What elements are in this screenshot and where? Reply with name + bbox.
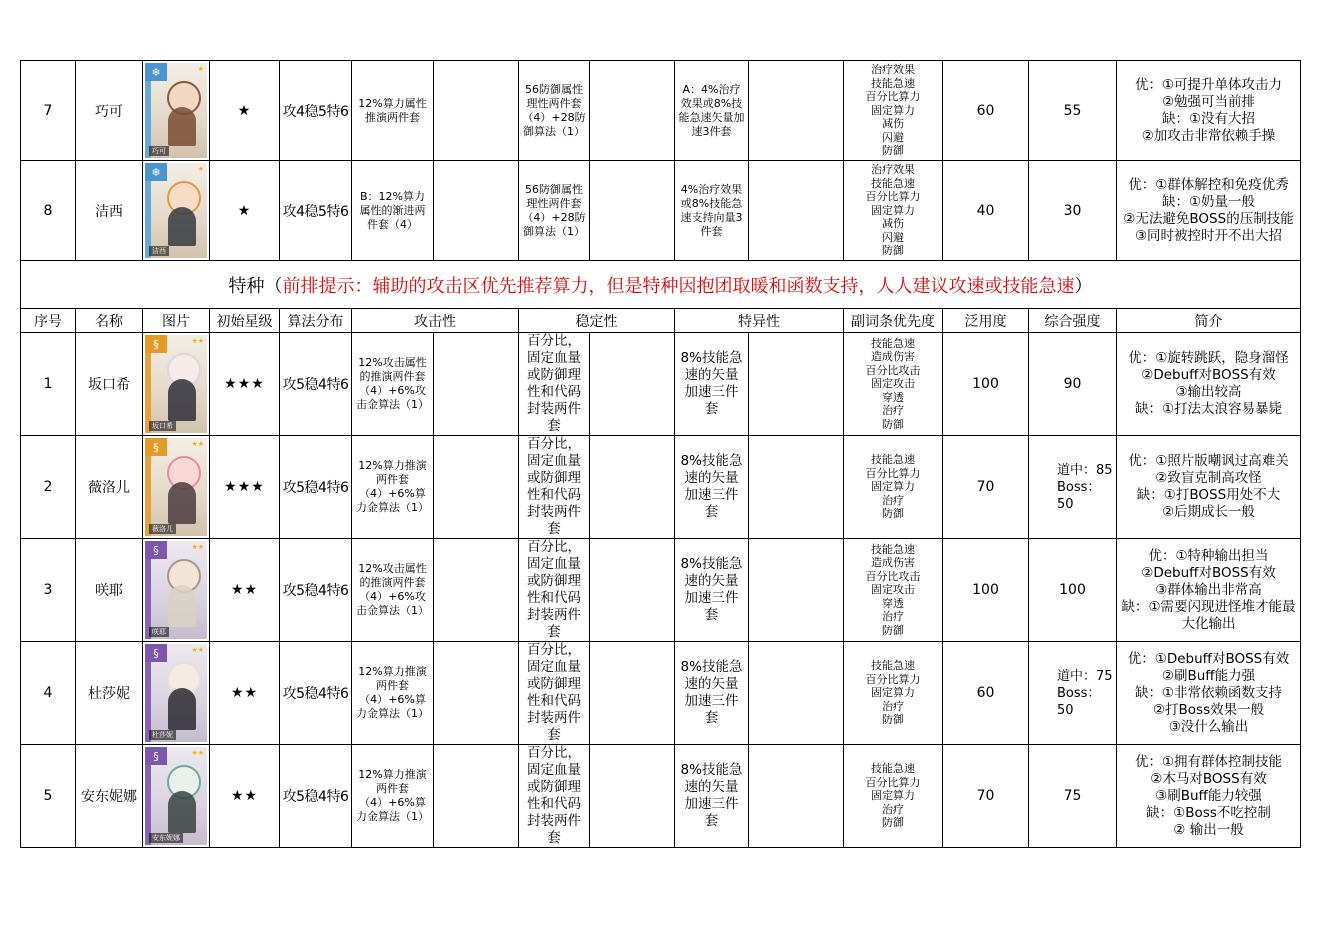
algorithm-distribution: 攻5稳4特6 [280,333,352,436]
attack-set-b [434,436,519,539]
substat-priority: 治疗效果 技能急速 百分比算力 固定算力 减伤 闪避 防御 [844,61,943,161]
portrait-nameplate: 安东妮娜 [149,833,183,843]
table-header [21,309,1301,333]
s-emblem-icon: § [145,438,167,456]
attack-set-a: 12%算力推演两件套（4）+6%算力金算法（1） [352,436,434,539]
overall-score: 100 [1029,539,1117,642]
snowflake-icon: ❄ [145,63,167,81]
table-row [21,745,1301,848]
tier-sheet [20,60,1301,848]
stability-set-b [590,745,675,848]
introduction: 优：①群体解控和免疫优秀 缺：①奶量一般 ②无法避免BOSS的压制技能 ③同时被控时开不出大招 [1117,161,1301,261]
overall-score: 道中：85 Boss：50 [1029,436,1117,539]
portrait-nameplate: 巧可 [149,146,169,156]
overall-score: 道中：75 Boss：50 [1029,642,1117,745]
usage-score: 100 [943,539,1029,642]
header-intro: 简介 [1117,309,1301,333]
s-emblem-icon: § [145,644,167,662]
header-substats: 副词条优先度 [844,309,943,333]
table-row [21,642,1301,745]
s-emblem-icon: § [145,335,167,353]
row-number: 4 [21,642,76,745]
special-set-b [749,745,844,848]
character-name: 巧可 [76,61,143,161]
attack-set-a: 12%算力推演两件套（4）+6%算力金算法（1） [352,642,434,745]
special-set-b [749,161,844,261]
character-name: 咲耶 [76,539,143,642]
overall-score: 90 [1029,333,1117,436]
attack-set-a: B：12%算力属性的渐进两件套（4） [352,161,434,261]
character-portrait: § ★★ 安东妮娜 [143,745,210,848]
attack-set-b [434,161,519,261]
introduction: 优：①旋转跳跃，隐身溜怪 ②Debuff对BOSS有效 ③输出较高 缺：①打法太浪容易暴毙 [1117,333,1301,436]
character-name: 杜莎妮 [76,642,143,745]
special-set-a: 8%技能急速的矢量加速三件套 [675,333,749,436]
stability-set-b [590,539,675,642]
substat-priority: 技能急速 百分比算力 固定算力 治疗 防御 [844,642,943,745]
algorithm-distribution: 攻5稳4特6 [280,642,352,745]
stability-set-b [590,333,675,436]
header-attack: 攻击性 [352,309,519,333]
special-set-a: 8%技能急速的矢量加速三件套 [675,642,749,745]
introduction: 优：①特种输出担当 ②Debuff对BOSS有效 ③群体输出非常高 缺：①需要闪现进怪堆才能最 大化输出 [1117,539,1301,642]
algorithm-distribution: 攻4稳5特6 [280,61,352,161]
substat-priority: 技能急速 百分比算力 固定算力 治疗 防御 [844,745,943,848]
section-band [21,261,1301,309]
overall-score: 75 [1029,745,1117,848]
special-set-a: 8%技能急速的矢量加速三件套 [675,745,749,848]
character-name: 薇洛儿 [76,436,143,539]
stability-set-a: 56防御属性理性两件套（4）+28防御算法（1） [519,161,590,261]
usage-score: 100 [943,333,1029,436]
stability-set-b [590,161,675,261]
special-set-a: 8%技能急速的矢量加速三件套 [675,539,749,642]
special-set-b [749,333,844,436]
snowflake-icon: ❄ [145,163,167,181]
character-portrait: § ★★ 薇洛儿 [143,436,210,539]
substat-priority: 技能急速 百分比算力 固定算力 治疗 防御 [844,436,943,539]
character-portrait: ❄ ★ 洁西 [143,161,210,261]
introduction: 优：①Debuff对BOSS有效 ②刷Buff能力强 缺：①非常依赖函数支持 ②打Boss效果一般 ③没什么输出 [1117,642,1301,745]
row-number: 5 [21,745,76,848]
initial-stars: ★★ [210,745,280,848]
algorithm-distribution: 攻5稳4特6 [280,436,352,539]
attack-set-b [434,539,519,642]
section-hint: 前排提示：辅助的攻击区优先推荐算力，但是特种因抱团取暖和函数支持，人人建议攻速或技能急速 [282,275,1075,297]
substat-priority: 技能急速 造成伤害 百分比攻击 固定攻击 穿透 治疗 防御 [844,333,943,436]
table-row [21,333,1301,436]
row-number: 7 [21,61,76,161]
row-number: 8 [21,161,76,261]
header-overall: 综合强度 [1029,309,1117,333]
portrait-nameplate: 洁西 [149,246,169,256]
special-set-a: A：4%治疗效果或8%技能急速矢量加速3件套 [675,61,749,161]
special-set-a: 8%技能急速的矢量加速三件套 [675,436,749,539]
stability-set-a: 56防御属性理性两件套（4）+28防御算法（1） [519,61,590,161]
usage-score: 40 [943,161,1029,261]
initial-stars: ★★ [210,539,280,642]
character-name: 坂口希 [76,333,143,436]
attack-set-b [434,642,519,745]
substat-priority: 技能急速 造成伤害 百分比攻击 固定攻击 穿透 治疗 防御 [844,539,943,642]
stability-set-a: 百分比，固定血量或防御理性和代码封装两件套 [519,539,590,642]
initial-stars: ★ [210,161,280,261]
attack-set-a: 12%算力属性推演两件套 [352,61,434,161]
introduction: 优：①拥有群体控制技能 ②木马对BOSS有效 ③刷Buff能力较强 缺：①Boss不吃控制 ② 输出一般 [1117,745,1301,848]
algorithm-distribution: 攻5稳4特6 [280,745,352,848]
row-number: 3 [21,539,76,642]
portrait-nameplate: 坂口希 [149,421,176,431]
character-portrait: § ★★ 咲耶 [143,539,210,642]
overall-score: 55 [1029,61,1117,161]
table-row [21,436,1301,539]
algorithm-distribution: 攻4稳5特6 [280,161,352,261]
attack-set-a: 12%攻击属性的推演两件套（4）+6%攻击金算法（1） [352,539,434,642]
substat-priority: 治疗效果 技能急速 百分比算力 固定算力 减伤 闪避 防御 [844,161,943,261]
usage-score: 70 [943,436,1029,539]
portrait-nameplate: 咲耶 [149,627,169,637]
character-name: 安东妮娜 [76,745,143,848]
row-number: 1 [21,333,76,436]
stability-set-b [590,436,675,539]
table-row [21,539,1301,642]
special-set-a: 4%治疗效果或8%技能急速支持向量3件套 [675,161,749,261]
header-name: 名称 [76,309,143,333]
header-special: 特异性 [675,309,844,333]
attack-set-a: 12%攻击属性的推演两件套（4）+6%攻击金算法（1） [352,333,434,436]
portrait-nameplate: 杜莎妮 [149,730,176,740]
special-set-b [749,436,844,539]
stability-set-a: 百分比，固定血量或防御理性和代码封装两件套 [519,333,590,436]
special-set-b [749,642,844,745]
stability-set-a: 百分比，固定血量或防御理性和代码封装两件套 [519,642,590,745]
character-portrait: ❄ ★ 巧可 [143,61,210,161]
initial-stars: ★ [210,61,280,161]
table-row [21,161,1301,261]
stability-set-a: 百分比，固定血量或防御理性和代码封装两件套 [519,745,590,848]
section-title: 特种（前排提示：辅助的攻击区优先推荐算力，但是特种因抱团取暖和函数支持，人人建议攻速或技能急速） [21,261,1301,309]
special-set-b [749,61,844,161]
initial-stars: ★★ [210,642,280,745]
usage-score: 60 [943,642,1029,745]
header-stars: 初始星级 [210,309,280,333]
table-row [21,61,1301,161]
attack-set-b [434,333,519,436]
usage-score: 60 [943,61,1029,161]
special-set-b [749,539,844,642]
stability-set-b [590,61,675,161]
usage-score: 70 [943,745,1029,848]
introduction: 优：①可提升单体攻击力 ②勉强可当前排 缺：①没有大招 ②加攻击非常依赖手操 [1117,61,1301,161]
portrait-nameplate: 薇洛儿 [149,524,176,534]
character-name: 洁西 [76,161,143,261]
stability-set-a: 百分比，固定血量或防御理性和代码封装两件套 [519,436,590,539]
character-portrait: § ★★ 杜莎妮 [143,642,210,745]
row-number: 2 [21,436,76,539]
header-stability: 稳定性 [519,309,675,333]
overall-score: 30 [1029,161,1117,261]
initial-stars: ★★★ [210,436,280,539]
header-usage: 泛用度 [943,309,1029,333]
header-num: 序号 [21,309,76,333]
attack-set-b [434,61,519,161]
attack-set-a: 12%算力推演两件套（4）+6%算力金算法（1） [352,745,434,848]
s-emblem-icon: § [145,747,167,765]
header-image: 图片 [143,309,210,333]
character-portrait: § ★★ 坂口希 [143,333,210,436]
header-distribution: 算法分布 [280,309,352,333]
algorithm-distribution: 攻5稳4特6 [280,539,352,642]
stability-set-b [590,642,675,745]
initial-stars: ★★★ [210,333,280,436]
s-emblem-icon: § [145,541,167,559]
introduction: 优：①照片版嘲讽过高难关 ②致盲克制高攻怪 缺：①打BOSS用处不大 ②后期成长一般 [1117,436,1301,539]
attack-set-b [434,745,519,848]
